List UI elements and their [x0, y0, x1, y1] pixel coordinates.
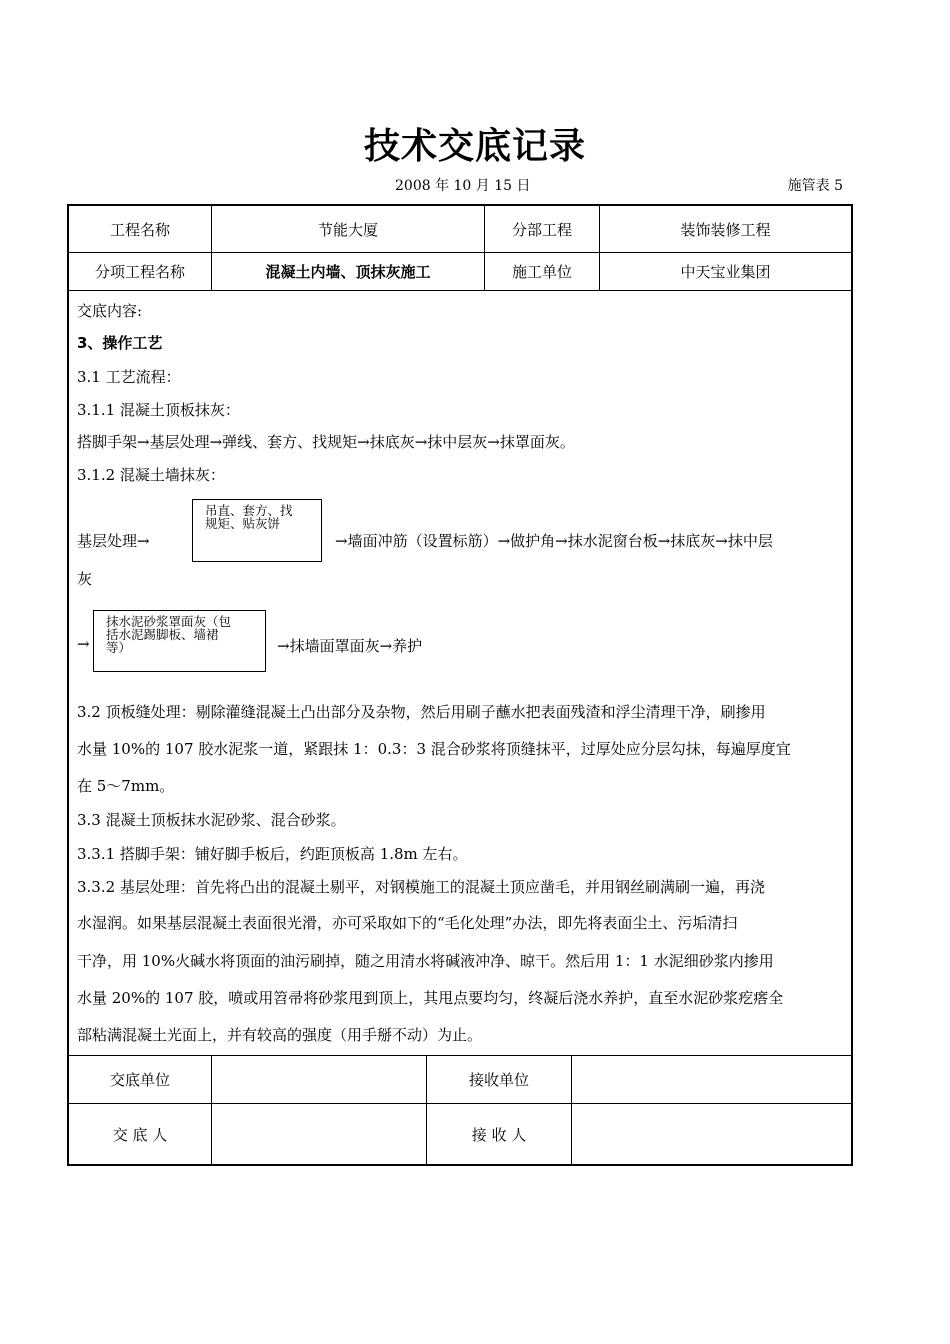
flow-step-box-line: 吊直、套方、找: [205, 503, 293, 518]
flow-step-box: [192, 499, 322, 562]
paragraph-3-3-2-line: 干净，用 10%火碱水将顶面的油污刷掉，随之用清水将碱液冲净、晾干。然后用 1：1 水泥细砂浆内掺用: [77, 952, 774, 970]
paragraph-3-3: 3.3 混凝土顶板抹水泥砂浆、混合砂浆。: [77, 811, 346, 829]
subitem-name-value: 混凝土内墙、顶抹灰施工: [265, 263, 431, 281]
issuer-person-field[interactable]: [212, 1104, 426, 1164]
project-name-label: 工程名称: [109, 220, 170, 239]
section-heading: 3、操作工艺: [77, 334, 163, 352]
issuer-unit-field[interactable]: [212, 1056, 426, 1103]
paragraph-3-3-2-line: 水湿润。如果基层混凝土表面很光滑，亦可采取如下的“毛化处理”办法，即先将表面尘土、污垢清扫: [77, 914, 738, 932]
paragraph-3-3-2-line: 3.3.2 基层处理：首先将凸出的混凝土剔平，对钢模施工的混凝土顶应凿毛，并用钢丝刷满刷一遍，再浇: [77, 878, 765, 896]
division-value: 装饰装修工程: [680, 220, 771, 239]
wall-flow-continuation: →墙面冲筋（设置标筋）→做护角→抹水泥窗台板→抹底灰→抹中层: [335, 532, 773, 550]
paragraph-3-2-line: 在 5～7mm。: [77, 777, 175, 795]
issuer-unit-label: 交底单位: [109, 1071, 170, 1089]
flow-step-box: [93, 610, 266, 672]
flow-step-box-line: 抹水泥砂浆罩面灰（包: [106, 614, 232, 629]
flow-step-box-line: 规矩、贴灰饼: [205, 516, 281, 531]
content-heading: 交底内容:: [77, 302, 143, 320]
paragraph-3-3-2-line: 部粘满混凝土光面上，并有较高的强度（用手掰不动）为止。: [77, 1026, 483, 1044]
receiver-unit-label: 接收单位: [468, 1071, 529, 1089]
form-number: 施管表 5: [787, 178, 843, 194]
contractor-value: 中天宝业集团: [680, 263, 771, 281]
row-divider: [69, 290, 851, 291]
paragraph-3-3-2-line: 水量 20%的 107 胶，喷或用笤帚将砂浆甩到顶上，其甩点要均匀，终凝后浇水养护，直至水泥砂浆疙瘩全: [77, 989, 784, 1007]
subsection-3-1-2: 3.1.2 混凝土墙抹灰：: [77, 466, 225, 484]
subsection-3-1-1: 3.1.1 混凝土顶板抹灰：: [77, 401, 240, 419]
wall-flow-wrap: 灰: [77, 570, 93, 588]
receiver-unit-field[interactable]: [572, 1056, 851, 1103]
paragraph-3-2-line: 水量 10%的 107 胶水泥浆一道，紧跟抹 1：0.3：3 混合砂浆将顶缝抹平，过厚处应分层勾抹，每遍厚度宜: [77, 740, 791, 758]
division-label: 分部工程: [511, 220, 572, 239]
paragraph-3-3-1: 3.3.1 搭脚手架：铺好脚手板后，约距顶板高 1.8m 左右。: [77, 845, 468, 863]
receiver-person-field[interactable]: [572, 1104, 851, 1164]
paragraph-3-2-line: 3.2 顶板缝处理：剔除灌缝混凝土凸出部分及杂物，然后用刷子蘸水把表面残渣和浮尘清理干净，刷掺用: [77, 703, 766, 721]
record-table: [67, 204, 853, 1166]
issuer-person-label: 交 底 人: [112, 1125, 168, 1144]
document-title: 技术交底记录: [363, 126, 586, 167]
wall-flow2-prefix: →: [77, 635, 90, 653]
receiver-person-label: 接 收 人: [471, 1125, 527, 1144]
flow-step-box-line: 等）: [106, 640, 132, 655]
record-date: 2008 年 10 月 15 日: [395, 178, 531, 194]
flow-step-box-line: 括水泥踢脚板、墙裙: [106, 627, 219, 642]
subsection-3-1: 3.1 工艺流程：: [77, 368, 181, 386]
project-name-value: 节能大厦: [317, 220, 378, 239]
wall-flow-prefix: 基层处理→: [77, 532, 150, 550]
wall-flow2-continuation: →抹墙面罩面灰→养护: [277, 637, 423, 655]
ceiling-process-flow: 搭脚手架→基层处理→弹线、套方、找规矩→抹底灰→抹中层灰→抹罩面灰。: [77, 433, 575, 451]
subitem-name-label: 分项工程名称: [94, 263, 185, 281]
contractor-label: 施工单位: [511, 263, 572, 281]
